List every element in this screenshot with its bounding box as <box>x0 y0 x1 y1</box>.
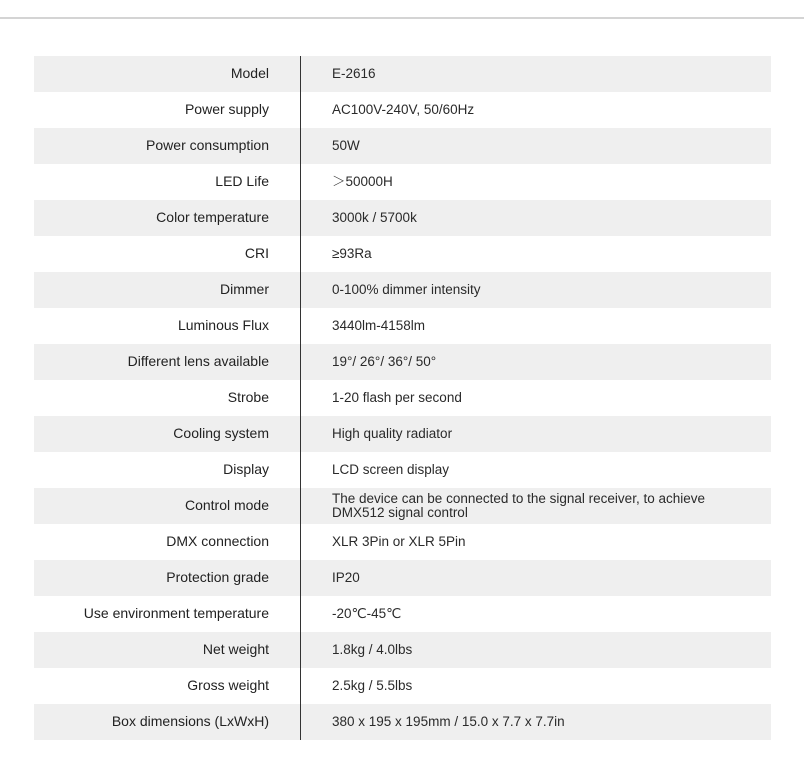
spec-row <box>34 488 771 524</box>
spec-row <box>34 524 771 560</box>
spec-label: Cooling system <box>173 425 269 442</box>
spec-value: ≥93Ra <box>332 245 372 261</box>
spec-value: IP20 <box>332 569 360 585</box>
spec-value: 1.8kg / 4.0lbs <box>332 641 413 657</box>
spec-label: Strobe <box>227 389 269 406</box>
spec-value: 2.5kg / 5.5lbs <box>332 677 413 693</box>
spec-row <box>34 272 771 308</box>
spec-value: 3000k / 5700k <box>332 209 417 225</box>
spec-row <box>34 56 771 92</box>
spec-row <box>34 416 771 452</box>
spec-row <box>34 668 771 704</box>
spec-label: Different lens available <box>127 353 269 370</box>
spec-value: 380 x 195 x 195mm / 15.0 x 7.7 x 7.7in <box>332 713 565 729</box>
spec-row <box>34 560 771 596</box>
spec-label: Control mode <box>184 497 269 514</box>
spec-value: 19°/ 26°/ 36°/ 50° <box>332 353 437 369</box>
spec-row <box>34 452 771 488</box>
spec-row <box>34 308 771 344</box>
spec-row <box>34 92 771 128</box>
spec-value: High quality radiator <box>332 425 453 441</box>
spec-row <box>34 596 771 632</box>
spec-label: Protection grade <box>166 569 269 586</box>
spec-value: 50W <box>332 137 360 153</box>
spec-label: Net weight <box>202 641 269 658</box>
spec-value: AC100V-240V, 50/60Hz <box>332 101 475 117</box>
spec-label: Box dimensions (LxWxH) <box>111 713 269 730</box>
spec-row <box>34 236 771 272</box>
spec-row <box>34 128 771 164</box>
spec-row <box>34 632 771 668</box>
spec-row <box>34 380 771 416</box>
spec-table <box>34 56 771 740</box>
spec-row <box>34 704 771 740</box>
spec-label: Power supply <box>184 101 269 118</box>
spec-label: Display <box>223 461 269 478</box>
spec-label: Gross weight <box>187 677 269 694</box>
spec-label: Color temperature <box>156 209 269 226</box>
spec-value: -20℃-45℃ <box>332 605 402 621</box>
spec-value: 3440lm-4158lm <box>332 317 426 333</box>
spec-value: XLR 3Pin or XLR 5Pin <box>332 533 466 549</box>
spec-label: LED Life <box>215 173 269 190</box>
spec-value: E-2616 <box>332 65 376 81</box>
spec-value: LCD screen display <box>332 461 450 477</box>
spec-label: Power consumption <box>146 137 269 154</box>
spec-label: DMX connection <box>166 533 269 550</box>
spec-value: ＞50000H <box>332 173 393 189</box>
spec-row <box>34 164 771 200</box>
spec-value: 1-20 flash per second <box>332 389 462 405</box>
spec-label: Use environment temperature <box>83 605 269 622</box>
column-divider <box>300 56 301 740</box>
spec-row <box>34 344 771 380</box>
spec-label: Dimmer <box>220 281 269 298</box>
spec-value: The device can be connected to the signal receiver, to achieve DMX512 signal control <box>332 490 705 520</box>
spec-label: Luminous Flux <box>177 317 269 334</box>
spec-value: 0-100% dimmer intensity <box>332 281 481 297</box>
spec-label: Model <box>230 65 269 82</box>
spec-row <box>34 200 771 236</box>
top-divider <box>0 17 804 19</box>
spec-label: CRI <box>244 245 269 262</box>
